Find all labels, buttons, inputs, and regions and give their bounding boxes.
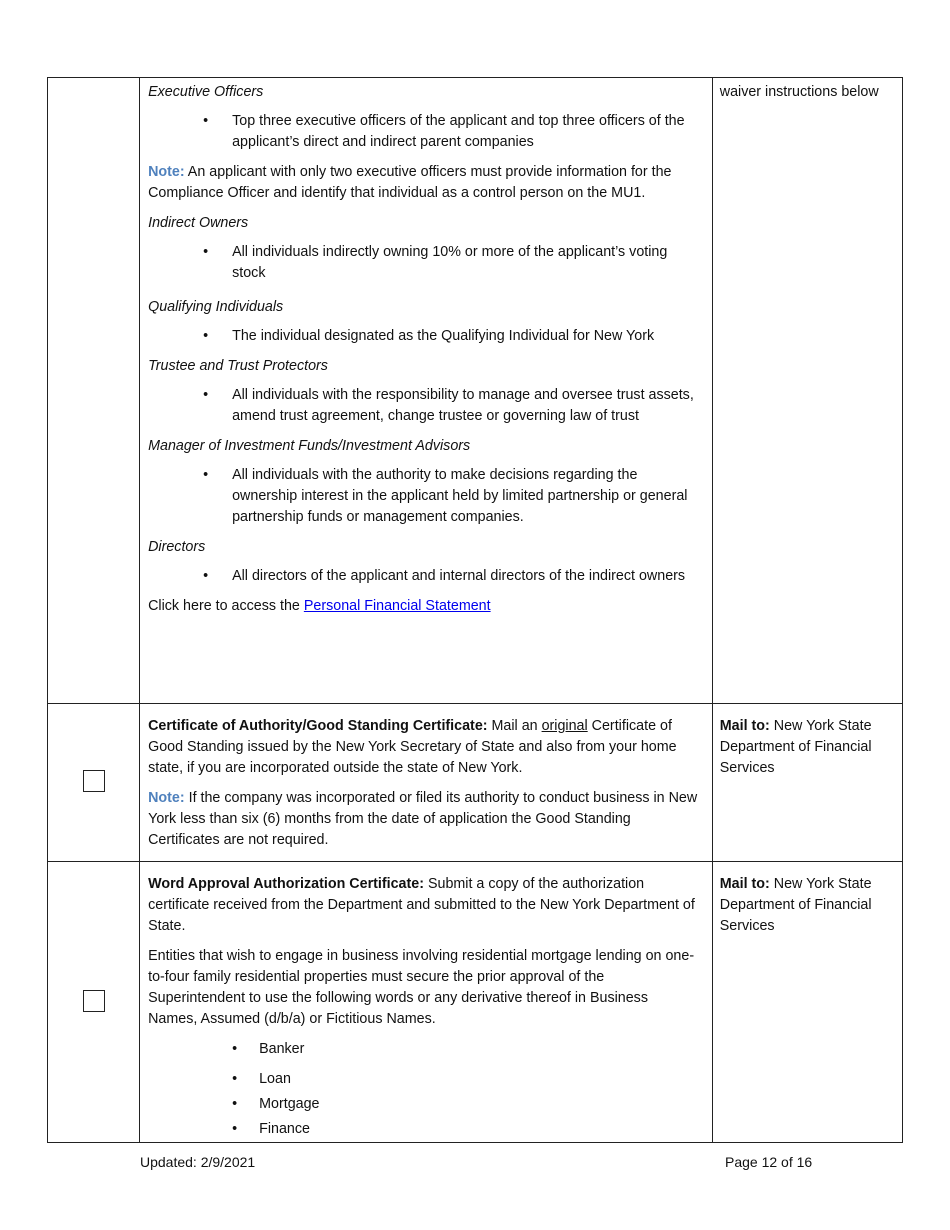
word-approval-description: Entities that wish to engage in business involving residential mortgage lending on one-to-four family residential properties must secure the prior approval of the Superintendent to use the following words or any derivative thereof in Business Names, Assumed (d/b/a) or Fictitious Names. [148,948,695,1027]
pfs-paragraph [148,596,700,617]
list-item: • All individuals with the authority to make decisions regarding the ownership interest in the applicant held by limited partnership or general partnership funds or management companies. [148,465,700,528]
good-standing-text-b: Certificate of Good Standing issued by the New York Secretary of State and also from your home state, if you are incorporated outside the state of New York. [148,718,677,776]
note-paragraph [148,162,700,204]
good-standing-checkbox[interactable] [83,770,105,792]
mail-to-label: Mail to: [719,718,770,734]
good-standing-text-a: Mail an [487,718,542,734]
note-label: Note: [148,164,185,180]
table-row-word-approval [48,862,903,1143]
footer-updated-date: Updated: 2/9/2021 [140,1154,256,1170]
list-item: • Top three executive officers of the applicant and top three officers of the applicant’s direct and indirect parent companies [148,111,700,153]
word-approval-title: Word Approval Authorization Certificate: [148,876,424,892]
requirements-table [47,77,903,1143]
indirect-owners-heading: Indirect Owners [148,215,249,231]
executive-officers-heading: Executive Officers [148,84,264,100]
qualifying-individuals-heading: Qualifying Individuals [148,299,284,315]
table-row-control-persons [48,78,903,704]
indirect-owners-list [148,242,700,284]
mail-to-text: New York State Department of Financial Services [719,876,872,934]
word-approval-text: Submit a copy of the authorization certificate received from the Department and submitted to the New York Department of State. [148,876,695,934]
mail-to-text: New York State Department of Financial Services [719,718,872,776]
list-item: • Mortgage [148,1094,700,1115]
waiver-cell [712,78,902,704]
good-standing-paragraph [148,716,700,779]
note-text: If the company was incorporated or filed its authority to conduct business in New York less than six (6) months from the date of application the Good Standing Certificates are not required. [148,790,698,848]
qualifying-individuals-list [148,326,700,347]
mail-to-cell [712,862,902,1143]
manager-heading: Manager of Investment Funds/Investment Advisors [148,438,471,454]
list-item: • Banker [148,1039,700,1060]
list-item: • All individuals with the responsibility to manage and oversee trust assets, amend trust agreement, change trustee or governing law of trust [148,385,700,427]
word-approval-checkbox[interactable] [83,990,105,1012]
mail-to-label: Mail to: [719,876,770,892]
list-item: • Finance [148,1119,700,1140]
list-item: • The individual designated as the Qualifying Individual for New York [148,326,700,347]
list-item: • All directors of the applicant and internal directors of the indirect owners [148,566,700,587]
manager-list [148,465,700,528]
note-text: An applicant with only two executive officers must provide information for the Compliance Officer and identify that individual as a control person on the MU1. [148,164,672,201]
checkbox-cell [48,704,140,862]
directors-heading: Directors [148,539,206,555]
directors-list [148,566,700,587]
footer-page-number: Page 12 of 16 [725,1154,813,1170]
mail-to-cell [712,704,902,862]
personal-financial-statement-link[interactable]: Personal Financial Statement [303,598,491,614]
trustee-heading: Trustee and Trust Protectors [148,358,328,374]
pfs-prefix: Click here to access the [148,598,304,614]
note-label: Note: [148,790,185,806]
list-item: • Loan [148,1069,700,1090]
original-word: original [541,718,588,734]
restricted-words-list [148,1039,700,1140]
executive-officers-list [148,111,700,153]
good-standing-note [148,788,700,851]
control-persons-cell [140,78,713,704]
good-standing-cell [140,704,713,862]
list-item: • All individuals indirectly owning 10% or more of the applicant’s voting stock [148,242,700,284]
table-row-good-standing [48,704,903,862]
checkbox-cell-empty [48,78,140,704]
checkbox-cell [48,862,140,1143]
trustee-list [148,385,700,427]
word-approval-cell [140,862,713,1143]
waiver-text: waiver instructions below [719,84,879,100]
good-standing-title: Certificate of Authority/Good Standing Certificate: [148,718,488,734]
word-approval-paragraph [148,874,700,937]
